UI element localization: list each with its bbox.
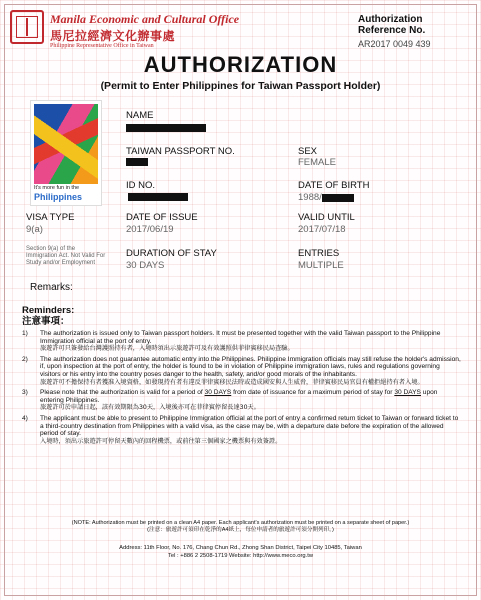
visa-type-label: VISA TYPE bbox=[26, 212, 75, 223]
duration-value: 30 DAYS bbox=[126, 260, 165, 271]
visa-type-value: 9(a) bbox=[26, 224, 43, 235]
reminder-item bbox=[22, 356, 462, 386]
document-subtitle: (Permit to Enter Philippines for Taiwan Passport Holder) bbox=[100, 80, 381, 92]
office-name-english: Manila Economic and Cultural Office bbox=[50, 12, 240, 26]
dob-label: DATE OF BIRTH bbox=[298, 180, 370, 191]
reminder-list bbox=[22, 330, 462, 448]
reminder-text-a: Please note that the authorization is valid for a period of bbox=[40, 389, 205, 397]
office-name-chinese: 馬尼拉經濟文化辦事處 bbox=[50, 29, 176, 43]
reminder-text: The authorization is issued only to Taiwan passport holders. It must be presented together with the valid Taiwan passport to the Philippine Immigration official at the port of entry. bbox=[40, 330, 441, 345]
footer-address bbox=[0, 545, 481, 560]
document-title: AUTHORIZATION bbox=[143, 52, 338, 77]
issue-date-value: 2017/06/19 bbox=[126, 224, 174, 235]
reminder-text-zh: 旅遊許可不擔保持有者獲准入境資格，如發現持有者有違反菲律賓移民法時或造成國安與人生威脅，菲律賓移民局官員有權拒絕持有者入境。 bbox=[40, 378, 424, 386]
page-border bbox=[4, 4, 477, 596]
reminder-number: 2) bbox=[22, 355, 28, 363]
reminder-text: The authorization does not guarantee automatic entry into the Philippines. Philippine Immigration officials may still refuse the holder's admission, if, upon inspection at the port of entry, the holder is found to be in violation of Philippine immigration laws, rules and regulations governing visitors or his entry into the country poses danger to the health, safety, and/or good morals of the inhabitants. bbox=[40, 355, 461, 378]
passport-redaction bbox=[126, 158, 148, 166]
reminder-underlined-days: 30 DAYS bbox=[204, 389, 232, 397]
entries-value: MULTIPLE bbox=[298, 260, 344, 271]
poster-tagline: It's more fun in the bbox=[34, 185, 80, 191]
reminder-text: The applicant must be able to present to Philippine Immigration official at the port of entry a confirmed return ticket to Taiwan or forward ticket to a third-country destination from Philippines with a valid visa, as the case may be, with a departure date before the expiration of the allowed period of stay. bbox=[40, 414, 459, 438]
id-label: ID NO. bbox=[126, 180, 156, 191]
name-redaction bbox=[126, 124, 206, 132]
reminder-item bbox=[22, 389, 462, 412]
issue-date-label: DATE OF ISSUE bbox=[126, 212, 198, 223]
print-note bbox=[0, 520, 481, 534]
reminder-text-zh: 入境時，須出示旅遊許可停留天數內的回程機票，或前往第三個國家之機票與有效簽證。 bbox=[40, 437, 282, 445]
reminder-item bbox=[22, 330, 462, 353]
valid-until-label: VALID UNTIL bbox=[298, 212, 355, 223]
id-redaction bbox=[128, 193, 188, 201]
reminders-heading bbox=[22, 305, 74, 327]
meco-seal-logo bbox=[10, 10, 44, 44]
print-note-english: (NOTE: Authorization must be printed on a clean A4 paper. Each applicant's authorization must be printed on a separate sheet of paper.) bbox=[71, 520, 410, 526]
section-note: Section 9(a) of the Immigration Act. Not Valid For Study and/or Employment bbox=[26, 246, 106, 266]
reference-number-label: Authorization Reference No. bbox=[358, 14, 426, 36]
poster-artwork bbox=[34, 104, 98, 184]
office-representative-line: Philippine Representative Office in Taiwan bbox=[50, 43, 154, 49]
reference-number-value: AR2017 0049 439 bbox=[358, 39, 431, 49]
print-note-chinese: (注意：旅遊許可須印在乾淨的A4紙上，每位申請者的旅遊許可須分開列印。) bbox=[147, 527, 334, 533]
valid-until-value: 2017/07/18 bbox=[298, 224, 346, 235]
name-label: NAME bbox=[126, 110, 154, 121]
tourism-poster-image bbox=[30, 100, 102, 206]
address-line: Address: 11th Floor, No. 176, Chang Chun Rd., Zhong Shan District, Taipei City 10485, Taiwan bbox=[119, 545, 362, 551]
reminder-underlined-days: 30 DAYS bbox=[394, 389, 421, 397]
reminder-text-zh: 旅遊許可於申請日起，該有效期限為30天，入境後亦可在菲律賓停留長達30天。 bbox=[40, 404, 260, 412]
reminder-text-c: upon entering Philippines. bbox=[40, 389, 438, 404]
poster-country: Philippines bbox=[34, 192, 83, 202]
reminder-item bbox=[22, 415, 462, 445]
reminder-number: 1) bbox=[22, 330, 28, 337]
duration-label: DURATION OF STAY bbox=[126, 248, 217, 259]
remarks-label: Remarks: bbox=[30, 282, 73, 293]
reminder-text-b: from date of issuance for a maximum period of stay for bbox=[231, 389, 395, 397]
dob-value: 1988/ bbox=[298, 192, 322, 203]
contact-line: Tel : +886 2 2508-1719 Website: http://www.meco.org.tw bbox=[167, 552, 314, 559]
passport-label: TAIWAN PASSPORT NO. bbox=[126, 146, 235, 157]
sex-label: SEX bbox=[298, 146, 318, 157]
reminder-text-zh: 旅遊許可只簽發給台灣護照持有者，入境時須出示旅遊許可及有效護照供菲律賓移民局查驗。 bbox=[40, 345, 294, 353]
dob-redaction bbox=[322, 194, 354, 202]
entries-label: ENTRIES bbox=[298, 248, 340, 259]
reminder-number: 3) bbox=[22, 389, 28, 397]
sex-value: FEMALE bbox=[298, 157, 337, 168]
reminders-title: Reminders: bbox=[22, 305, 75, 316]
reminders-title-zh: 注意事項： bbox=[22, 316, 70, 327]
reminder-number: 4) bbox=[22, 414, 28, 422]
